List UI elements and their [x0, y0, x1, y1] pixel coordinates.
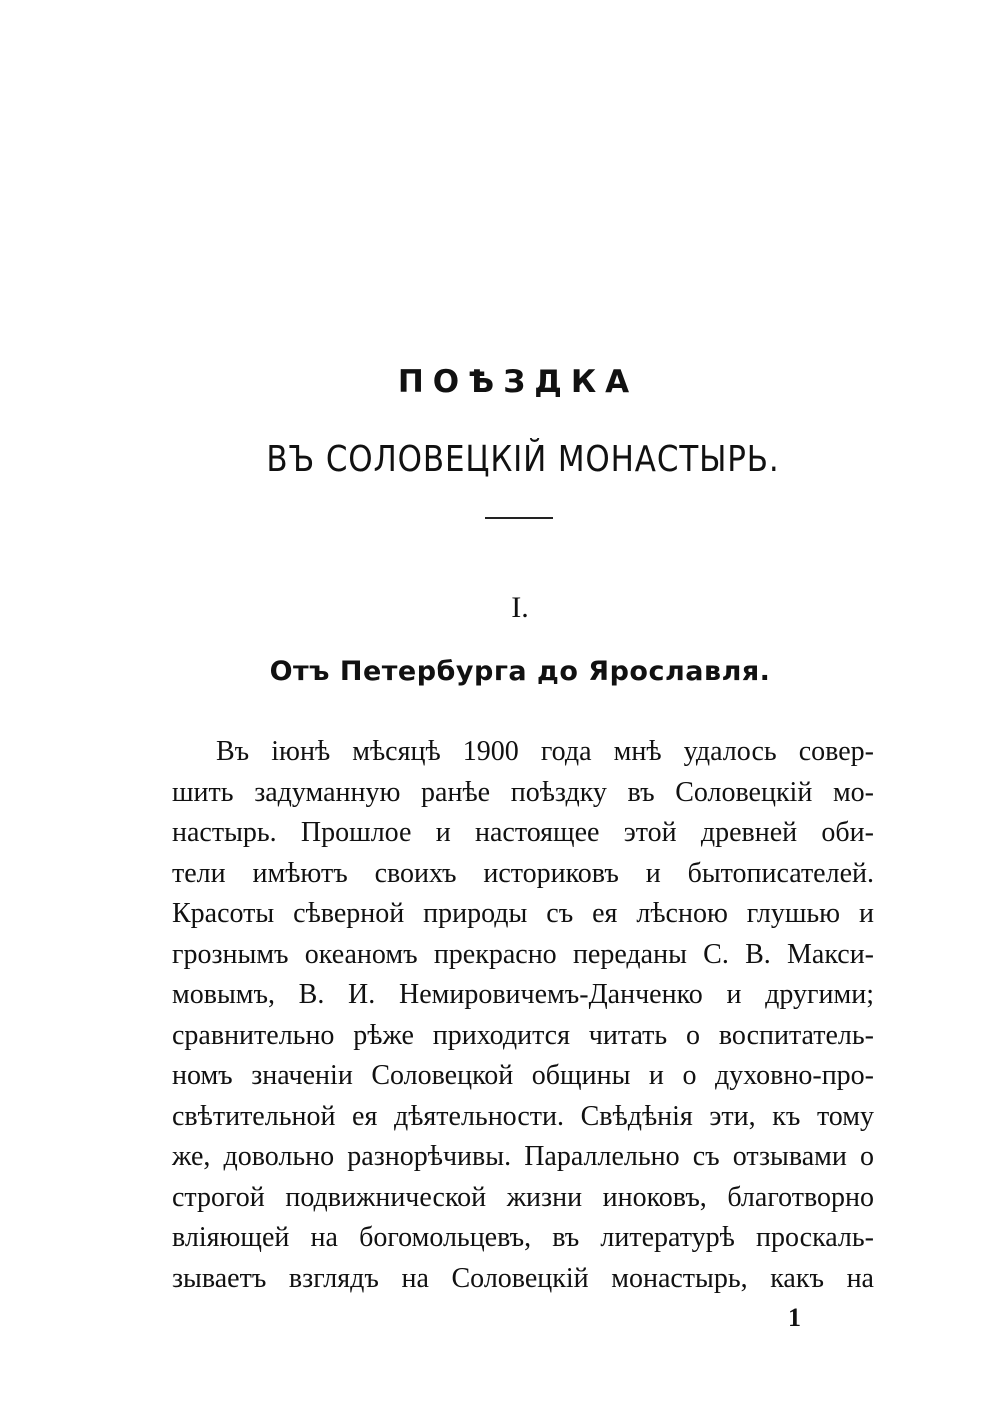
text-line: Красоты сѣверной природы съ ея лѣсною глушью и: [172, 898, 874, 929]
page-number: 1: [788, 1303, 801, 1332]
body-text: [172, 732, 874, 1299]
text-line: сравнительно рѣже приходится читать о воспитатель-: [172, 1019, 874, 1051]
text-line: Въ іюнѣ мѣсяцѣ 1900 года мнѣ удалось совер-: [216, 736, 874, 767]
text-line: свѣтительной ея дѣятельности. Свѣдѣнія эти, къ тому: [172, 1100, 874, 1132]
text-line: грознымъ океаномъ прекрасно переданы С. В. Макси-: [172, 938, 874, 970]
book-title: ПОѢЗДКА: [397, 364, 639, 400]
text-line: тели имѣютъ своихъ историковъ и бытописателей.: [172, 857, 874, 889]
chapter-title: Отъ Петербурга до Ярославля.: [269, 656, 771, 687]
text-line: зываетъ взглядъ на Соловецкій монастырь, какъ на: [172, 1262, 874, 1294]
text-line: номъ значеніи Соловецкой общины и о духовно-про-: [172, 1060, 874, 1091]
text-line: вліяющей на богомольцевъ, въ литературѣ проскаль-: [172, 1222, 874, 1253]
text-line: мовымъ, В. И. Немировичемъ-Данченко и другими;: [172, 979, 874, 1010]
chapter-number: I.: [511, 591, 529, 624]
text-line: настырь. Прошлое и настоящее этой древней оби-: [172, 817, 874, 848]
title-divider: [485, 517, 553, 519]
text-line: шить задуманную ранѣе поѣздку въ Соловецкій мо-: [172, 776, 874, 808]
text-line: же, довольно разнорѣчивы. Параллельно съ отзывами о: [172, 1141, 874, 1172]
book-subtitle: ВЪ СОЛОВЕЦКІЙ МОНАСТЫРЬ.: [266, 439, 780, 480]
text-line: строгой подвижнической жизни иноковъ, благотворно: [172, 1181, 874, 1213]
